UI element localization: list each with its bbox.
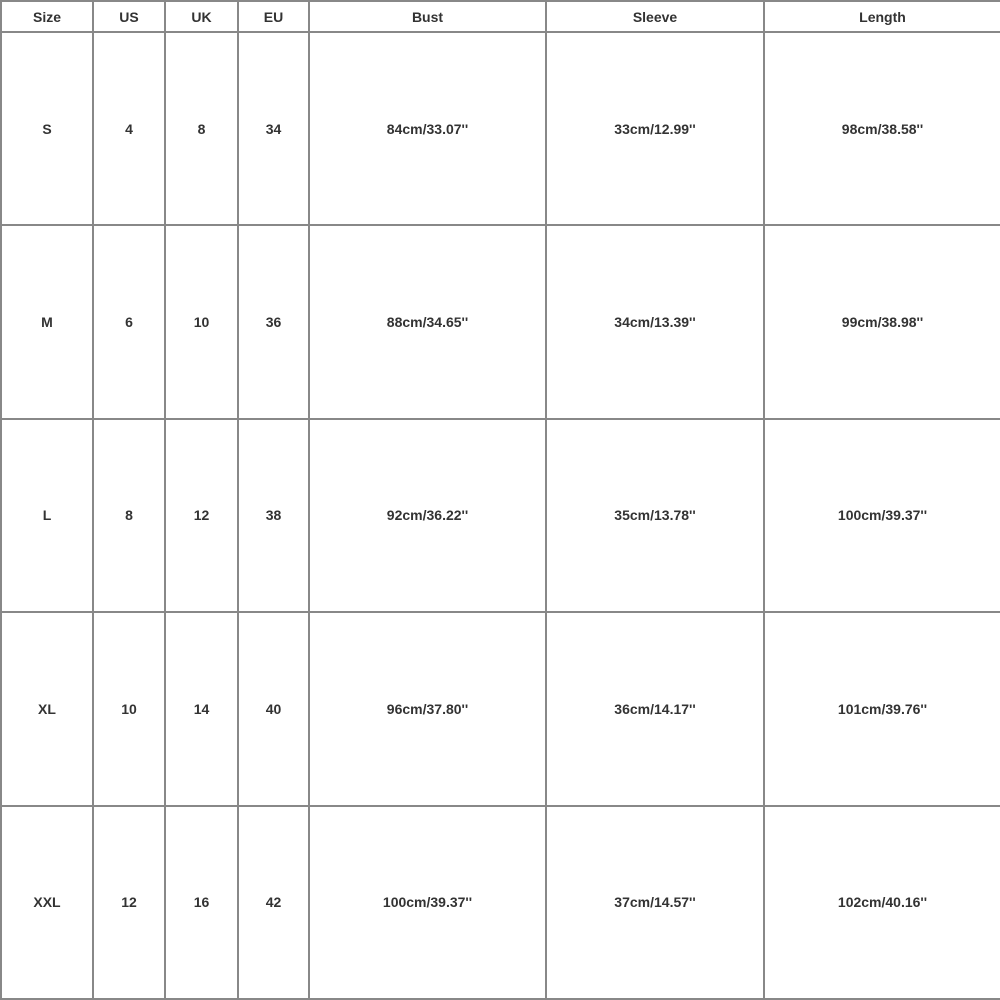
cell-uk: 12 [165, 419, 238, 612]
cell-bust: 88cm/34.65'' [309, 225, 546, 418]
cell-us: 10 [93, 612, 165, 805]
table-row [1, 806, 1000, 999]
cell-uk: 16 [165, 806, 238, 999]
table-row [1, 225, 1000, 418]
cell-us: 6 [93, 225, 165, 418]
cell-eu: 40 [238, 612, 309, 805]
cell-sleeve: 33cm/12.99'' [546, 32, 764, 225]
table-row [1, 612, 1000, 805]
cell-sleeve: 35cm/13.78'' [546, 419, 764, 612]
cell-bust: 84cm/33.07'' [309, 32, 546, 225]
cell-uk: 8 [165, 32, 238, 225]
table-header-row [1, 1, 1000, 32]
cell-us: 12 [93, 806, 165, 999]
header-bust: Bust [309, 1, 546, 32]
cell-length: 102cm/40.16'' [764, 806, 1000, 999]
cell-size: XXL [1, 806, 93, 999]
cell-uk: 10 [165, 225, 238, 418]
cell-eu: 38 [238, 419, 309, 612]
header-sleeve: Sleeve [546, 1, 764, 32]
cell-us: 8 [93, 419, 165, 612]
cell-length: 100cm/39.37'' [764, 419, 1000, 612]
cell-eu: 36 [238, 225, 309, 418]
cell-bust: 100cm/39.37'' [309, 806, 546, 999]
cell-length: 99cm/38.98'' [764, 225, 1000, 418]
header-uk: UK [165, 1, 238, 32]
header-us: US [93, 1, 165, 32]
cell-eu: 42 [238, 806, 309, 999]
header-eu: EU [238, 1, 309, 32]
cell-size: XL [1, 612, 93, 805]
header-size: Size [1, 1, 93, 32]
cell-sleeve: 36cm/14.17'' [546, 612, 764, 805]
cell-length: 101cm/39.76'' [764, 612, 1000, 805]
cell-uk: 14 [165, 612, 238, 805]
cell-size: S [1, 32, 93, 225]
cell-length: 98cm/38.58'' [764, 32, 1000, 225]
cell-bust: 96cm/37.80'' [309, 612, 546, 805]
cell-sleeve: 37cm/14.57'' [546, 806, 764, 999]
header-length: Length [764, 1, 1000, 32]
cell-size: L [1, 419, 93, 612]
cell-sleeve: 34cm/13.39'' [546, 225, 764, 418]
table-row [1, 32, 1000, 225]
table-row [1, 419, 1000, 612]
cell-size: M [1, 225, 93, 418]
cell-eu: 34 [238, 32, 309, 225]
cell-us: 4 [93, 32, 165, 225]
cell-bust: 92cm/36.22'' [309, 419, 546, 612]
